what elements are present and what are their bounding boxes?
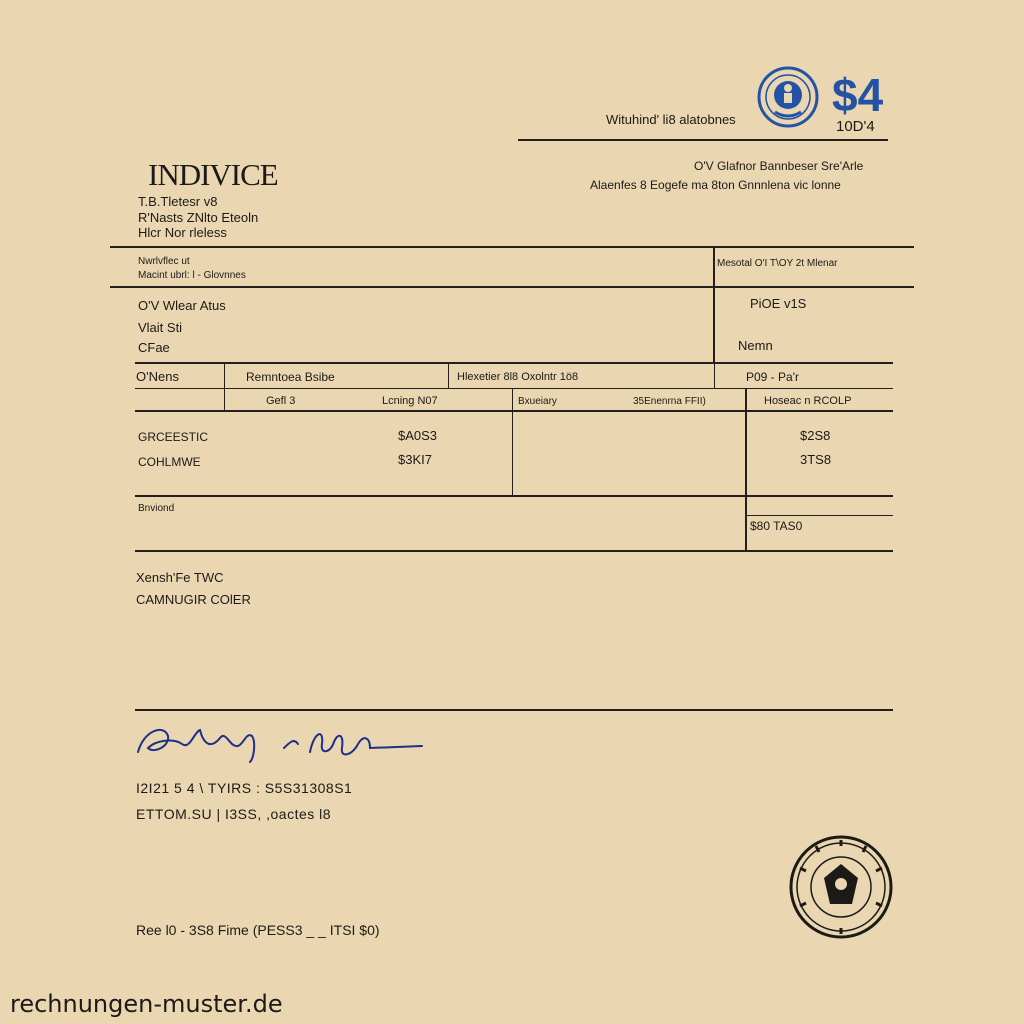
table-row1-cell-2: Remntoea Bsibe	[246, 370, 335, 384]
signature-icon	[134, 718, 426, 766]
header-divider	[518, 139, 888, 141]
billto-middle-rule	[110, 286, 914, 288]
address-line-1: O'V Wlear Atus	[138, 298, 226, 313]
billto-right-value-2: Nemn	[738, 338, 773, 353]
table-row1-cell-4: P09 - Pa'r	[746, 370, 799, 384]
company-line-1: O'V Glafnor Bannbeser Sre'Arle	[694, 159, 864, 173]
table-subtotal-rule	[135, 495, 893, 497]
table-row2-cell-2: Lcning N07	[382, 395, 438, 407]
table-row1-cell-1: O'Nens	[136, 369, 179, 384]
billto-top-rule	[110, 246, 914, 248]
table-row2-rule	[135, 410, 893, 412]
company-line-2: Alaenfes 8 Eogefe ma 8ton Gnnnlena vic lonne	[590, 178, 841, 192]
table-col-rule-4	[512, 389, 513, 496]
sender-line-3: Hlcr Nor rleless	[138, 225, 227, 240]
billto-header-line-1: Nwrlvflec ut	[138, 256, 190, 267]
header-top-text: Wituhind' li8 alatobnes	[606, 112, 736, 127]
official-stamp-icon	[788, 834, 894, 940]
table-col-rule-2	[448, 363, 449, 389]
signature-info-line-1: I2I21 5 4 \ TYIRS : S5S31308S1	[136, 780, 353, 796]
table-col-rule-5	[745, 389, 747, 552]
table-row2-cell-1: Gefl 3	[266, 395, 296, 407]
table-bottom-rule	[135, 550, 893, 552]
table-item-1-amount: $A0S3	[398, 428, 438, 443]
header-amount-sub: 10D'4	[836, 118, 875, 135]
table-row2-cell-5: Hoseac n RCOLP	[764, 395, 852, 407]
blue-seal-icon	[757, 66, 819, 128]
table-item-2-total: 3TS8	[800, 452, 832, 467]
watermark-text: rechnungen-muster.de	[10, 990, 283, 1018]
billto-right-header: Mesotal O'I T\OY 2t Mlenar	[717, 258, 838, 269]
table-item-1-total: $2S8	[800, 428, 831, 443]
sender-line-1: T.B.Tletesr v8	[138, 194, 218, 209]
billto-right-value-1: PiOE v1S	[750, 296, 807, 311]
footer-ref-line: Ree l0 - 3S8 Fime (PESS3 _ _ ITSI $0)	[136, 922, 380, 938]
address-line-3: CFae	[138, 340, 170, 355]
notes-line-1: Xensh'Fe TWC	[136, 570, 224, 585]
table-footer-label: Bnviond	[138, 503, 175, 514]
table-row2-cell-4: 35Enenrna FFII)	[633, 396, 706, 407]
table-col-rule-3	[714, 363, 715, 389]
table-item-2-desc: COHLMWE	[138, 455, 201, 469]
billto-header-line-2: Macint ubrl: l - Glovnnes	[138, 270, 246, 281]
header-amount-big: $4	[832, 69, 884, 121]
table-row1-rule	[135, 388, 893, 389]
table-col-rule-1	[224, 363, 225, 411]
invoice-title: INDIVICE	[148, 157, 278, 192]
signature-info-line-2: ETTOM.SU | I3SS, ,oactes l8	[136, 806, 332, 822]
table-item-2-amount: $3KI7	[398, 452, 432, 467]
signature-top-rule	[135, 709, 893, 711]
billto-vertical-rule	[713, 247, 715, 362]
table-footer-total: $80 TAS0	[750, 519, 803, 533]
table-row1-cell-3: Hlexetier 8l8 Oxolntr 1ö8	[457, 371, 579, 383]
table-row2-cell-3: Bxueiary	[518, 396, 557, 407]
table-total-rule	[746, 515, 893, 516]
table-top-rule	[135, 362, 893, 364]
address-line-2: Vlait Sti	[138, 320, 183, 335]
sender-line-2: R'Nasts ZNlto Eteoln	[138, 210, 259, 225]
notes-line-2: CAMNUGIR COlER	[136, 592, 251, 607]
table-item-1-desc: GRCEESTIC	[138, 430, 209, 444]
